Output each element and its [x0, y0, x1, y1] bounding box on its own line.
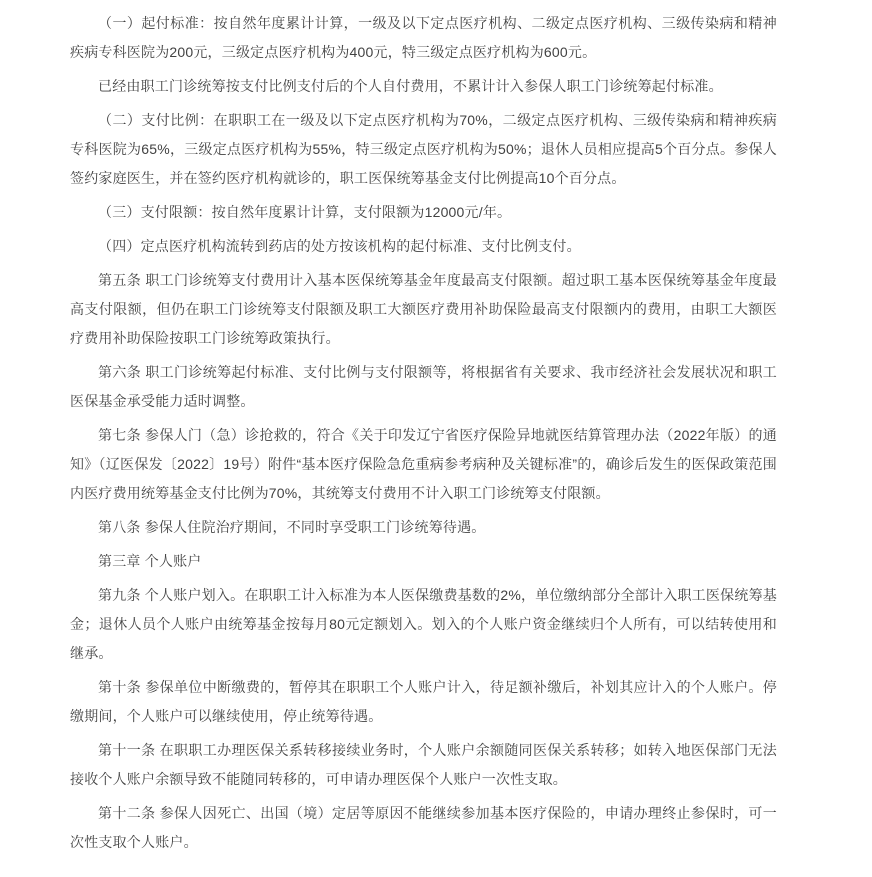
- article-7: 第七条 参保人门（急）诊抢救的，符合《关于印发辽宁省医疗保险异地就医结算管理办法（2022年版）的通知》（辽医保发〔2022〕19号）附件“基本医疗保险急危重病参考病种及关键标准”的，确诊后发生的医保政策范围内医疗费用统筹基金支付比例为70%，其统筹支付费用不计入职工门诊统筹支付限额。: [70, 427, 777, 501]
- article-5: 第五条 职工门诊统筹支付费用计入基本医保统筹基金年度最高支付限额。超过职工基本医保统筹基金年度最高支付限额，但仍在职工门诊统筹支付限额及职工大额医疗费用补助保险最高支付限额内的费用，由职工大额医疗费用补助保险按职工门诊统筹政策执行。: [70, 272, 777, 346]
- article-8: 第八条 参保人住院治疗期间，不同时享受职工门诊统筹待遇。: [98, 519, 486, 535]
- article-12: 第十二条 参保人因死亡、出国（境）定居等原因不能继续参加基本医疗保险的，申请办理终止参保时，可一次性支取个人账户。: [70, 805, 777, 850]
- article-10: 第十条 参保单位中断缴费的，暂停其在职职工个人账户计入，待足额补缴后，补划其应计入的个人账户。停缴期间，个人账户可以继续使用，停止统筹待遇。: [70, 679, 777, 724]
- clause-pharmacy-prescription: （四）定点医疗机构流转到药店的处方按该机构的起付标准、支付比例支付。: [98, 238, 581, 254]
- clause-deductible-standard: （一）起付标准：按自然年度累计计算，一级及以下定点医疗机构、二级定点医疗机构、三级传染病和精神疾病专科医院为200元，三级定点医疗机构为400元，特三级定点医疗机构为600元。: [70, 15, 777, 60]
- article-11: 第十一条 在职职工办理医保关系转移接续业务时，个人账户余额随同医保关系转移；如转入地医保部门无法接收个人账户余额导致不能随同转移的，可申请办理医保个人账户一次性支取。: [70, 742, 777, 787]
- document-body: [70, 9, 777, 857]
- article-6: 第六条 职工门诊统筹起付标准、支付比例与支付限额等，将根据省有关要求、我市经济社会发展状况和职工医保基金承受能力适时调整。: [70, 364, 777, 409]
- clause-payment-limit: （三）支付限额：按自然年度累计计算，支付限额为12000元/年。: [98, 204, 512, 220]
- clause-payment-ratio: （二）支付比例：在职职工在一级及以下定点医疗机构为70%，二级定点医疗机构、三级传染病和精神疾病专科医院为65%，三级定点医疗机构为55%，特三级定点医疗机构为50%；退休人员相应提高5个百分点。参保人签约家庭医生，并在签约医疗机构就诊的，职工医保统筹基金支付比例提高10个百分点。: [70, 112, 777, 186]
- chapter-3-heading: 第三章 个人账户: [98, 553, 202, 569]
- clause-deductible-note: 已经由职工门诊统筹按支付比例支付后的个人自付费用，不累计计入参保人职工门诊统筹起付标准。: [98, 78, 723, 94]
- article-9: 第九条 个人账户划入。在职职工计入标准为本人医保缴费基数的2%，单位缴纳部分全部计入职工医保统筹基金；退休人员个人账户由统筹基金按每月80元定额划入。划入的个人账户资金继续归个人所有，可以结转使用和继承。: [70, 587, 777, 661]
